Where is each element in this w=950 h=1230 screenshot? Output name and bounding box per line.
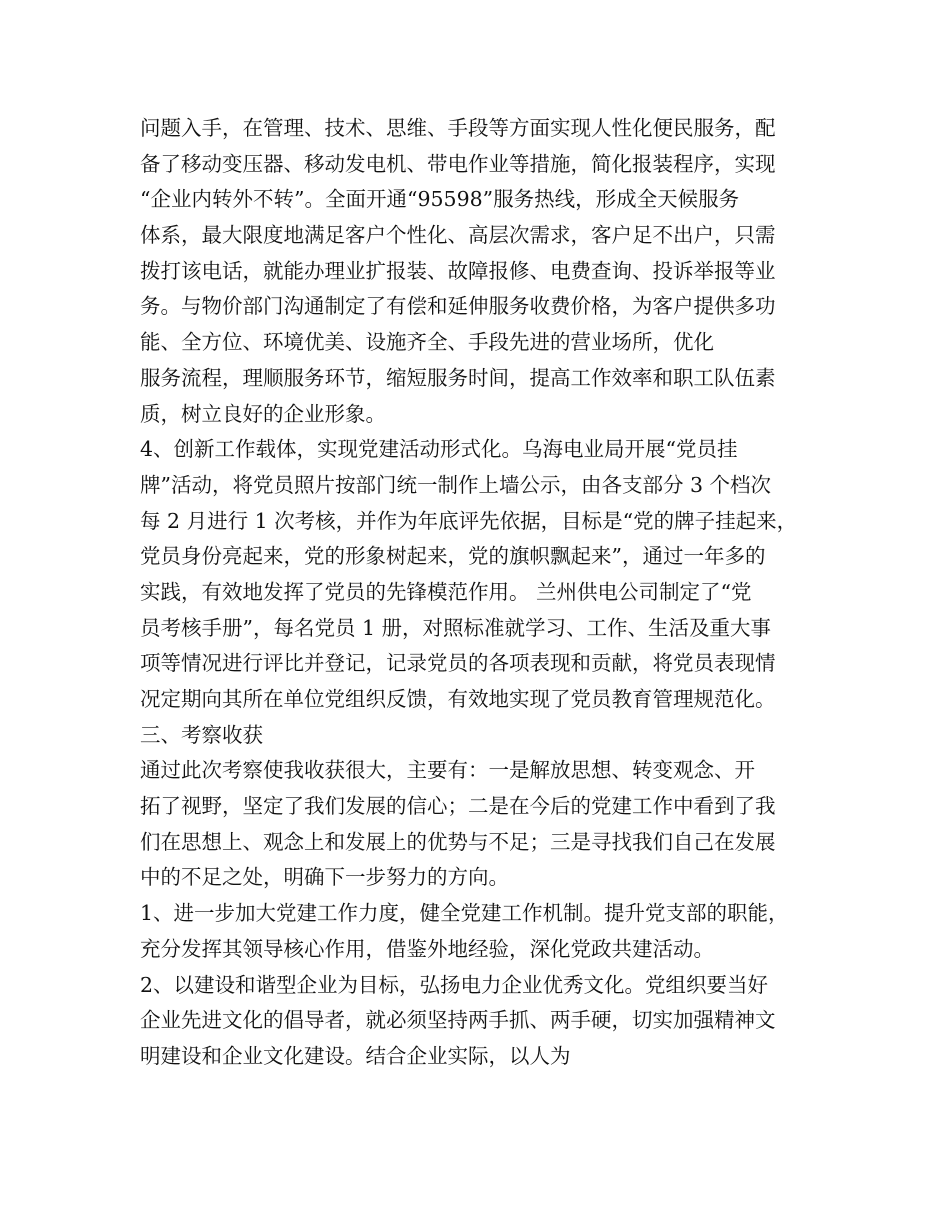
document-body bbox=[140, 111, 840, 1075]
text-line: 员考核手册”，每名党员 1 册，对照标准就学习、工作、生活及重大事 bbox=[140, 615, 772, 640]
text-line: 质，树立良好的企业形象。 bbox=[140, 401, 386, 426]
text-line: 况定期向其所在单位党组织反馈，有效地实现了党员教育管理规范化。 bbox=[140, 687, 776, 711]
text-line: 4、创新工作载体，实现党建活动形式化。乌海电业局开展“党员挂 bbox=[140, 437, 738, 462]
text-line: “企业内转外不转”。全面开通“95598”服务热线，形成全天候服务 bbox=[140, 187, 740, 212]
text-line: 问题入手，在管理、技术、思维、手段等方面实现人性化便民服务，配 bbox=[140, 116, 776, 140]
text-line: 明建设和企业文化建设。结合企业实际，以人为 bbox=[140, 1043, 571, 1068]
text-line: 中的不足之处，明确下一步努力的方向。 bbox=[140, 865, 509, 890]
text-line: 能、全方位、环境优美、设施齐全、手段先进的营业场所，优化 bbox=[140, 330, 714, 355]
text-line: 2、以建设和谐型企业为目标，弘扬电力企业优秀文化。党组织要当好 bbox=[140, 972, 769, 997]
text-line: 1、进一步加大党建工作力度，健全党建工作机制。提升党支部的职能， bbox=[140, 901, 789, 926]
text-line: 企业先进文化的倡导者，就必须坚持两手抓、两手硬，切实加强精神文 bbox=[140, 1008, 776, 1033]
text-line: 项等情况进行评比并登记，记录党员的各项表现和贡献，将党员表现情 bbox=[140, 651, 776, 676]
text-line: 党员身份亮起来，党的形象树起来，党的旗帜飘起来”，通过一年多的 bbox=[140, 544, 766, 569]
text-line: 牌”活动，将党员照片按部门统一制作上墙公示，由各支部分 3 个档次 bbox=[140, 472, 772, 497]
text-line: 实践，有效地发挥了党员的先锋模范作用。 兰州供电公司制定了“党 bbox=[140, 579, 752, 604]
text-line: 务。与物价部门沟通制定了有偿和延伸服务收费价格，为客户提供多功 bbox=[140, 294, 776, 319]
text-line: 三、考察收获 bbox=[140, 722, 263, 747]
text-line: 体系，最大限度地满足客户个性化、高层次需求，客户足不出户，只需 bbox=[140, 223, 776, 248]
text-line: 通过此次考察使我收获很大，主要有：一是解放思想、转变观念、开 bbox=[140, 758, 755, 783]
text-line: 备了移动变压器、移动发电机、带电作业等措施，简化报装程序，实现 bbox=[140, 151, 776, 176]
text-line: 拨打该电话，就能办理业扩报装、故障报修、电费查询、投诉举报等业 bbox=[140, 258, 776, 283]
text-line: 们在思想上、观念上和发展上的优势与不足；三是寻找我们自己在发展 bbox=[140, 829, 776, 854]
text-line: 每 2 月进行 1 次考核，并作为年底评先依据，目标是“党的牌子挂起来， bbox=[140, 508, 798, 533]
text-line: 拓了视野，坚定了我们发展的信心；二是在今后的党建工作中看到了我 bbox=[140, 794, 776, 819]
text-line: 充分发挥其领导核心作用，借鉴外地经验，深化党政共建活动。 bbox=[140, 936, 714, 961]
text-line: 服务流程，理顺服务环节，缩短服务时间，提高工作效率和职工队伍素 bbox=[140, 365, 776, 390]
